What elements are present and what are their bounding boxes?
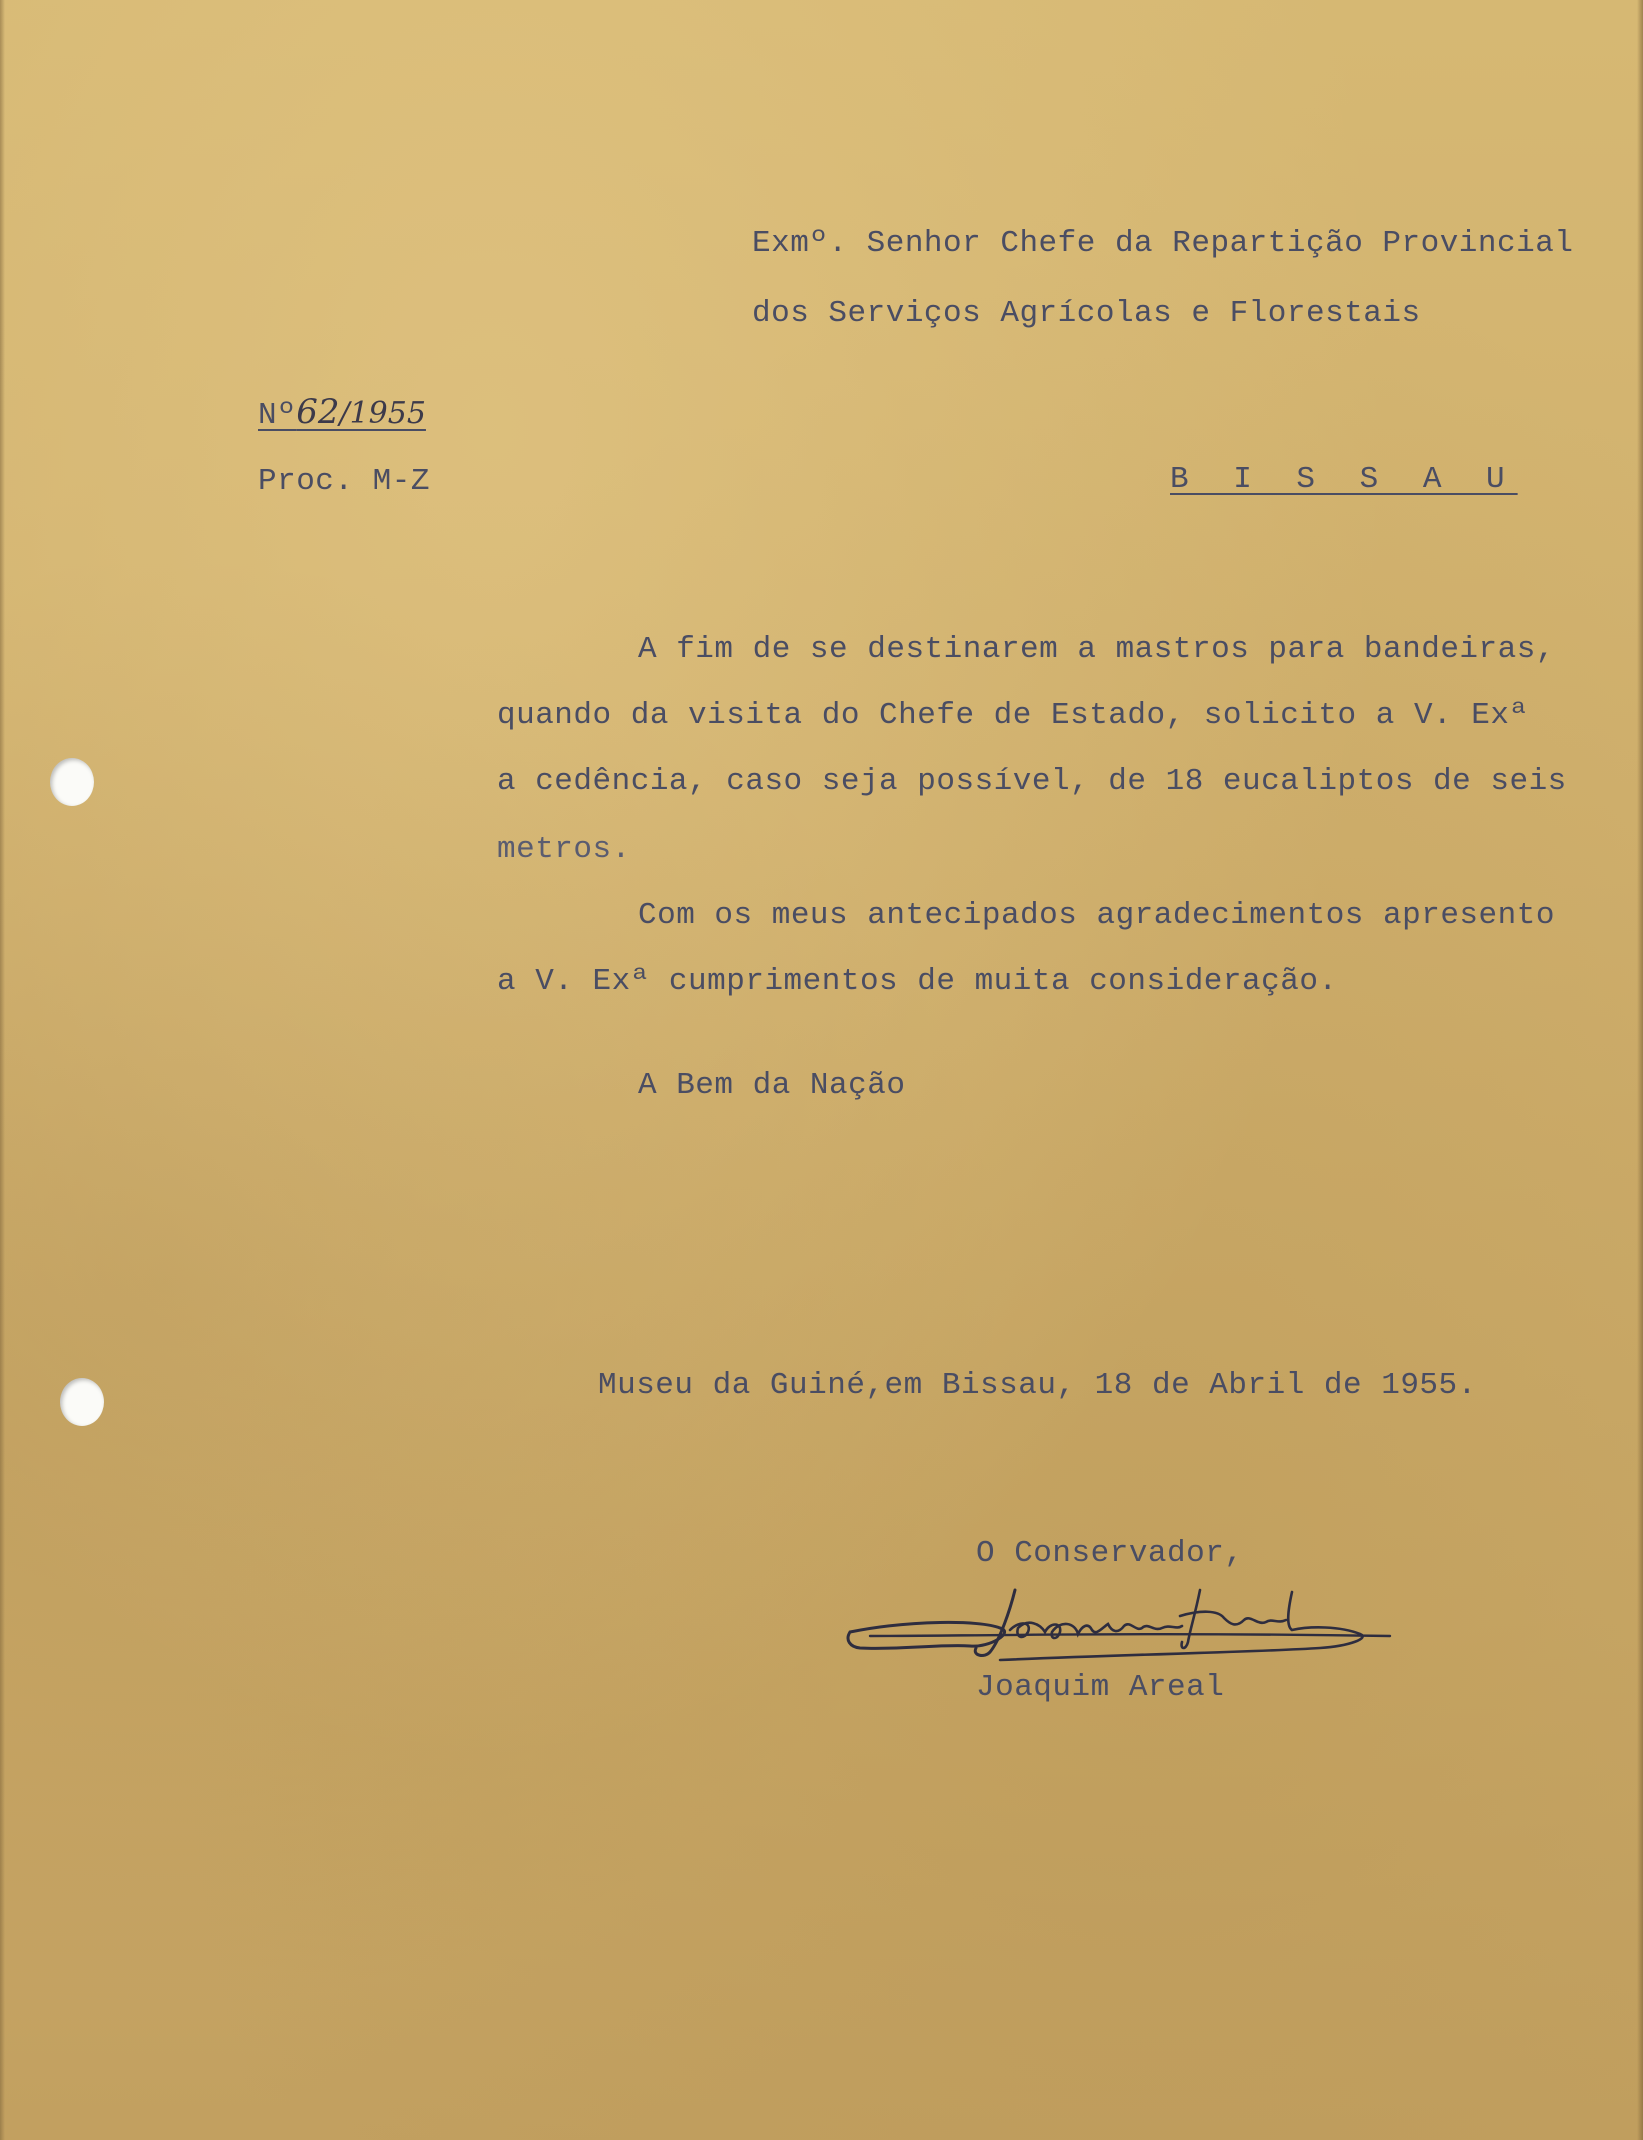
addressee-line-1: Exmº. Senhor Chefe da Repartição Provincial	[752, 226, 1574, 261]
paper-right-edge	[1637, 0, 1643, 2140]
paper-left-edge	[0, 0, 5, 2140]
signatory-name: Joaquim Areal	[976, 1670, 1225, 1705]
body-paragraph-1-line-1: A fim de se destinarem a mastros para bandeiras,	[638, 632, 1555, 667]
closing-salutation: A Bem da Nação	[638, 1068, 906, 1103]
reference-number	[258, 392, 426, 433]
handwritten-signature	[840, 1570, 1400, 1680]
body-paragraph-1-line-4: metros.	[497, 832, 631, 867]
reference-number-prefix: Nº	[258, 398, 297, 433]
reference-number-handwritten: 62	[296, 392, 340, 432]
punch-hole-top	[50, 758, 94, 806]
signatory-title: O Conservador,	[976, 1536, 1244, 1571]
process-reference: Proc. M-Z	[258, 464, 430, 499]
body-paragraph-1-line-2: quando da visita do Chefe de Estado, solicito a V. Exª	[497, 698, 1529, 733]
body-paragraph-2-line-2: a V. Exª cumprimentos de muita consideração.	[497, 964, 1338, 999]
addressee-city: B I S S A U	[1170, 462, 1518, 497]
dateline: Museu da Guiné,em Bissau, 18 de Abril de 1955.	[598, 1368, 1477, 1403]
body-paragraph-1-line-3: a cedência, caso seja possível, de 18 eucaliptos de seis	[497, 764, 1567, 799]
body-paragraph-2-line-1: Com os meus antecipados agradecimentos apresento	[638, 898, 1555, 933]
addressee-line-2: dos Serviços Agrícolas e Florestais	[752, 296, 1421, 331]
punch-hole-bottom	[60, 1378, 104, 1426]
reference-number-year: /1955	[339, 396, 426, 431]
